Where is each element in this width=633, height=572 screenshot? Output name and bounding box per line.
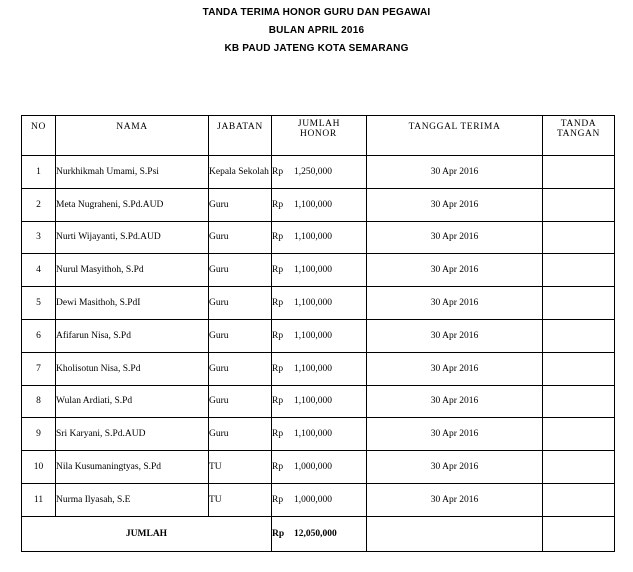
row-signature-cell [543, 483, 615, 516]
row-tanggal: 30 Apr 2016 [367, 418, 543, 451]
row-tanggal: 30 Apr 2016 [367, 385, 543, 418]
table-row [22, 483, 615, 516]
document-institution: KB PAUD JATENG KOTA SEMARANG [224, 43, 409, 54]
table-row [22, 188, 615, 221]
row-jabatan: Guru [209, 254, 272, 287]
row-honor: 1,000,000 [294, 462, 332, 473]
table-row [22, 352, 615, 385]
row-currency: Rp [272, 494, 284, 505]
row-jabatan: Guru [209, 221, 272, 254]
row-signature-cell [543, 319, 615, 352]
header-no: NO [22, 116, 56, 156]
table-header-row [22, 116, 615, 156]
row-no: 9 [22, 418, 56, 451]
row-honor-cell [272, 385, 367, 418]
row-tanggal: 30 Apr 2016 [367, 188, 543, 221]
table-row [22, 319, 615, 352]
row-currency: Rp [272, 462, 284, 473]
row-nama: Meta Nugraheni, S.Pd.AUD [56, 188, 209, 221]
row-signature-cell [543, 156, 615, 189]
header-tanda-line: TANDA [560, 119, 597, 129]
document-title: TANDA TERIMA HONOR GURU DAN PEGAWAI [202, 7, 431, 18]
row-no: 5 [22, 287, 56, 320]
row-honor: 1,100,000 [294, 363, 332, 374]
row-honor-cell [272, 287, 367, 320]
row-jabatan: Guru [209, 319, 272, 352]
row-honor: 1,100,000 [294, 232, 332, 243]
row-no: 2 [22, 188, 56, 221]
total-currency: Rp [272, 528, 285, 539]
row-currency: Rp [272, 396, 284, 407]
row-nama: Sri Karyani, S.Pd.AUD [56, 418, 209, 451]
total-amount: 12,050,000 [294, 528, 337, 539]
row-nama: Nila Kusumaningtyas, S.Pd [56, 451, 209, 484]
row-currency: Rp [272, 232, 284, 243]
row-nama: Dewi Masithoh, S.PdI [56, 287, 209, 320]
row-nama: Wulan Ardiati, S.Pd [56, 385, 209, 418]
row-honor: 1,100,000 [294, 330, 332, 341]
row-honor-cell [272, 319, 367, 352]
row-jabatan: Guru [209, 188, 272, 221]
row-tanggal: 30 Apr 2016 [367, 483, 543, 516]
header-honor-line: HONOR [300, 129, 337, 139]
header-tanggal-terima: TANGGAL TERIMA [367, 116, 543, 156]
row-honor-cell [272, 483, 367, 516]
row-no: 4 [22, 254, 56, 287]
row-signature-cell [543, 385, 615, 418]
row-nama: Nurti Wijayanti, S.Pd.AUD [56, 221, 209, 254]
row-signature-cell [543, 221, 615, 254]
row-nama: Nurul Masyithoh, S.Pd [56, 254, 209, 287]
row-jabatan: Guru [209, 418, 272, 451]
table-body [22, 156, 615, 517]
row-currency: Rp [272, 265, 284, 276]
row-currency: Rp [272, 363, 284, 374]
table-total-row [22, 516, 615, 551]
row-honor: 1,100,000 [294, 298, 332, 309]
header-tangan-line: TANGAN [557, 129, 600, 139]
honor-receipt-table [21, 115, 615, 552]
row-no: 1 [22, 156, 56, 189]
row-honor-cell [272, 221, 367, 254]
row-honor: 1,100,000 [294, 429, 332, 440]
row-jabatan: Guru [209, 287, 272, 320]
header-jumlah-line: JUMLAH [297, 119, 341, 129]
row-jabatan: Kepala Sekolah [209, 156, 272, 189]
row-currency: Rp [272, 199, 284, 210]
row-tanggal: 30 Apr 2016 [367, 451, 543, 484]
header-jumlah-honor [272, 116, 367, 156]
table-row [22, 156, 615, 189]
row-no: 11 [22, 483, 56, 516]
row-currency: Rp [272, 429, 284, 440]
table-row [22, 254, 615, 287]
row-signature-cell [543, 352, 615, 385]
row-honor-cell [272, 418, 367, 451]
header-tanda-tangan [543, 116, 615, 156]
table-row [22, 287, 615, 320]
row-no: 6 [22, 319, 56, 352]
row-honor-cell [272, 188, 367, 221]
table-row [22, 221, 615, 254]
row-honor-cell [272, 352, 367, 385]
total-tanggal-cell [367, 516, 543, 551]
table-row [22, 385, 615, 418]
total-amount-cell [272, 516, 367, 551]
row-honor-cell [272, 156, 367, 189]
row-signature-cell [543, 188, 615, 221]
row-jabatan: Guru [209, 385, 272, 418]
row-no: 10 [22, 451, 56, 484]
document-header [0, 4, 633, 58]
row-nama: Nurkhikmah Umami, S.Psi [56, 156, 209, 189]
row-honor-cell [272, 451, 367, 484]
row-currency: Rp [272, 166, 284, 177]
header-nama: NAMA [56, 116, 209, 156]
row-jabatan: Guru [209, 352, 272, 385]
row-no: 8 [22, 385, 56, 418]
document-period: BULAN APRIL 2016 [268, 25, 365, 36]
row-nama: Nurma Ilyasah, S.E [56, 483, 209, 516]
total-label: JUMLAH [22, 516, 272, 551]
row-nama: Afifarun Nisa, S.Pd [56, 319, 209, 352]
row-tanggal: 30 Apr 2016 [367, 352, 543, 385]
row-signature-cell [543, 451, 615, 484]
row-tanggal: 30 Apr 2016 [367, 319, 543, 352]
row-honor-cell [272, 254, 367, 287]
row-honor: 1,100,000 [294, 199, 332, 210]
row-jabatan: TU [209, 451, 272, 484]
table-row [22, 418, 615, 451]
row-tanggal: 30 Apr 2016 [367, 221, 543, 254]
row-no: 7 [22, 352, 56, 385]
row-tanggal: 30 Apr 2016 [367, 254, 543, 287]
row-no: 3 [22, 221, 56, 254]
row-currency: Rp [272, 298, 284, 309]
row-currency: Rp [272, 330, 284, 341]
row-nama: Kholisotun Nisa, S.Pd [56, 352, 209, 385]
row-signature-cell [543, 418, 615, 451]
row-signature-cell [543, 287, 615, 320]
row-signature-cell [543, 254, 615, 287]
table-row [22, 451, 615, 484]
row-tanggal: 30 Apr 2016 [367, 287, 543, 320]
row-honor: 1,100,000 [294, 396, 332, 407]
row-honor: 1,100,000 [294, 265, 332, 276]
row-honor: 1,000,000 [294, 494, 332, 505]
row-tanggal: 30 Apr 2016 [367, 156, 543, 189]
row-jabatan: TU [209, 483, 272, 516]
header-jabatan: JABATAN [209, 116, 272, 156]
total-ttd-cell [543, 516, 615, 551]
row-honor: 1,250,000 [294, 166, 332, 177]
